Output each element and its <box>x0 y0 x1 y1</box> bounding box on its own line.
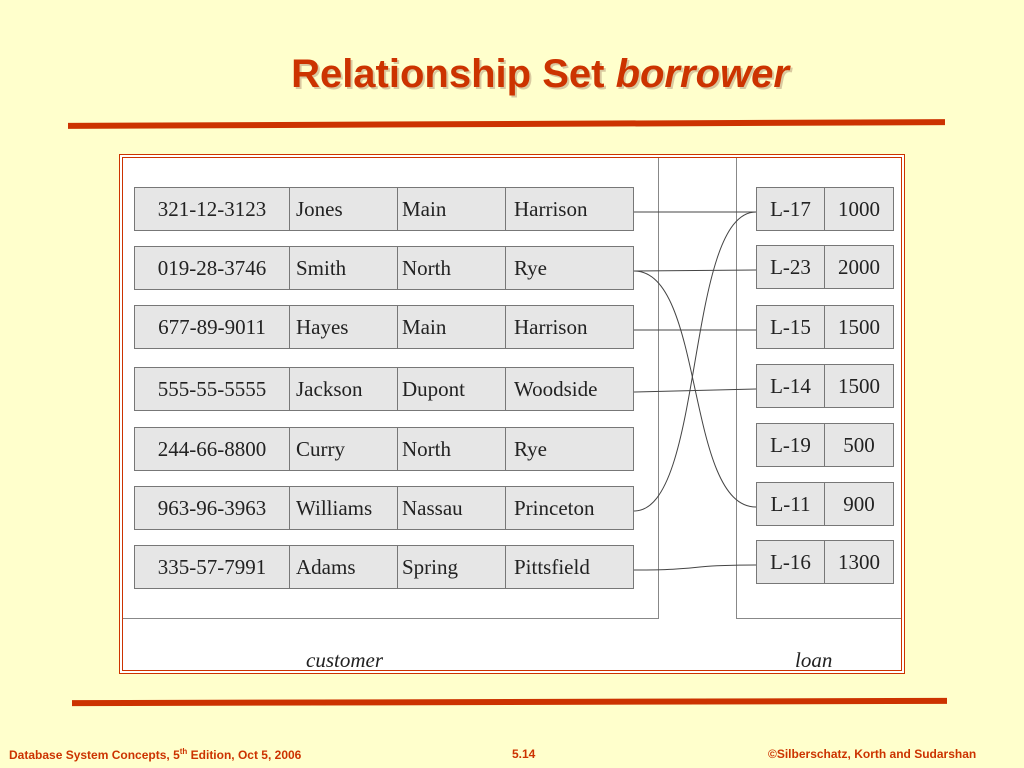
customer-street: Main <box>398 306 506 348</box>
customer-street: North <box>398 428 506 470</box>
borrower-links <box>120 155 904 673</box>
loan-caption: loan <box>795 648 833 672</box>
loan-number: L-16 <box>757 541 825 583</box>
customer-name: Hayes <box>290 306 398 348</box>
customer-id: 555-55-5555 <box>135 368 290 410</box>
loan-amount: 900 <box>843 491 875 516</box>
footer-left-suffix: Edition, Oct 5, 2006 <box>187 748 302 762</box>
customer-city: Harrison <box>514 196 588 221</box>
loan-number: L-17 <box>757 188 825 230</box>
customer-name: Williams <box>290 487 398 529</box>
borrower-diagram <box>119 154 905 674</box>
loan-amount: 1000 <box>838 196 880 221</box>
loan-amount: 1500 <box>838 373 880 398</box>
customer-id: 019-28-3746 <box>135 247 290 289</box>
loan-amount: 500 <box>843 432 875 457</box>
customer-city: Rye <box>514 436 547 461</box>
customer-city: Pittsfield <box>514 554 590 579</box>
footer-right: ©Silberschatz, Korth and Sudarshan <box>768 747 977 761</box>
borrower-link <box>634 565 756 570</box>
footer-left <box>9 747 301 762</box>
customer-city: Harrison <box>514 314 588 339</box>
footer-center: 5.14 <box>512 747 536 761</box>
borrower-link <box>634 270 756 271</box>
customer-id: 321-12-3123 <box>135 188 290 230</box>
loan-amount: 2000 <box>838 254 880 279</box>
footer-left-sup: th <box>179 747 188 756</box>
loan-amount: 1300 <box>838 549 880 574</box>
customer-city: Rye <box>514 255 547 280</box>
footer-left-prefix: Database System Concepts, 5 <box>9 748 180 762</box>
title-plain: Relationship Set <box>291 52 616 96</box>
customer-street: Main <box>398 188 506 230</box>
customer-street: North <box>398 247 506 289</box>
loan-number: L-19 <box>757 424 825 466</box>
loan-number: L-15 <box>757 306 825 348</box>
customer-street: Nassau <box>398 487 506 529</box>
loan-number: L-11 <box>757 483 825 525</box>
loan-number: L-23 <box>757 246 825 288</box>
customer-name: Smith <box>290 247 398 289</box>
customer-id: 244-66-8800 <box>135 428 290 470</box>
customer-caption: customer <box>306 648 383 672</box>
customer-id: 677-89-9011 <box>135 306 290 348</box>
top-rule <box>68 119 945 129</box>
slide-title <box>0 52 1024 97</box>
loan-number: L-14 <box>757 365 825 407</box>
title-italic: borrower <box>615 52 789 96</box>
customer-id: 963-96-3963 <box>135 487 290 529</box>
customer-street: Dupont <box>398 368 506 410</box>
borrower-link <box>634 212 756 511</box>
customer-name: Jackson <box>290 368 398 410</box>
customer-city: Princeton <box>514 495 595 520</box>
customer-street: Spring <box>398 546 506 588</box>
customer-city: Woodside <box>514 376 598 401</box>
customer-name: Curry <box>290 428 398 470</box>
customer-name: Adams <box>290 546 398 588</box>
customer-name: Jones <box>290 188 398 230</box>
loan-amount: 1500 <box>838 314 880 339</box>
customer-id: 335-57-7991 <box>135 546 290 588</box>
bottom-rule <box>72 698 947 706</box>
